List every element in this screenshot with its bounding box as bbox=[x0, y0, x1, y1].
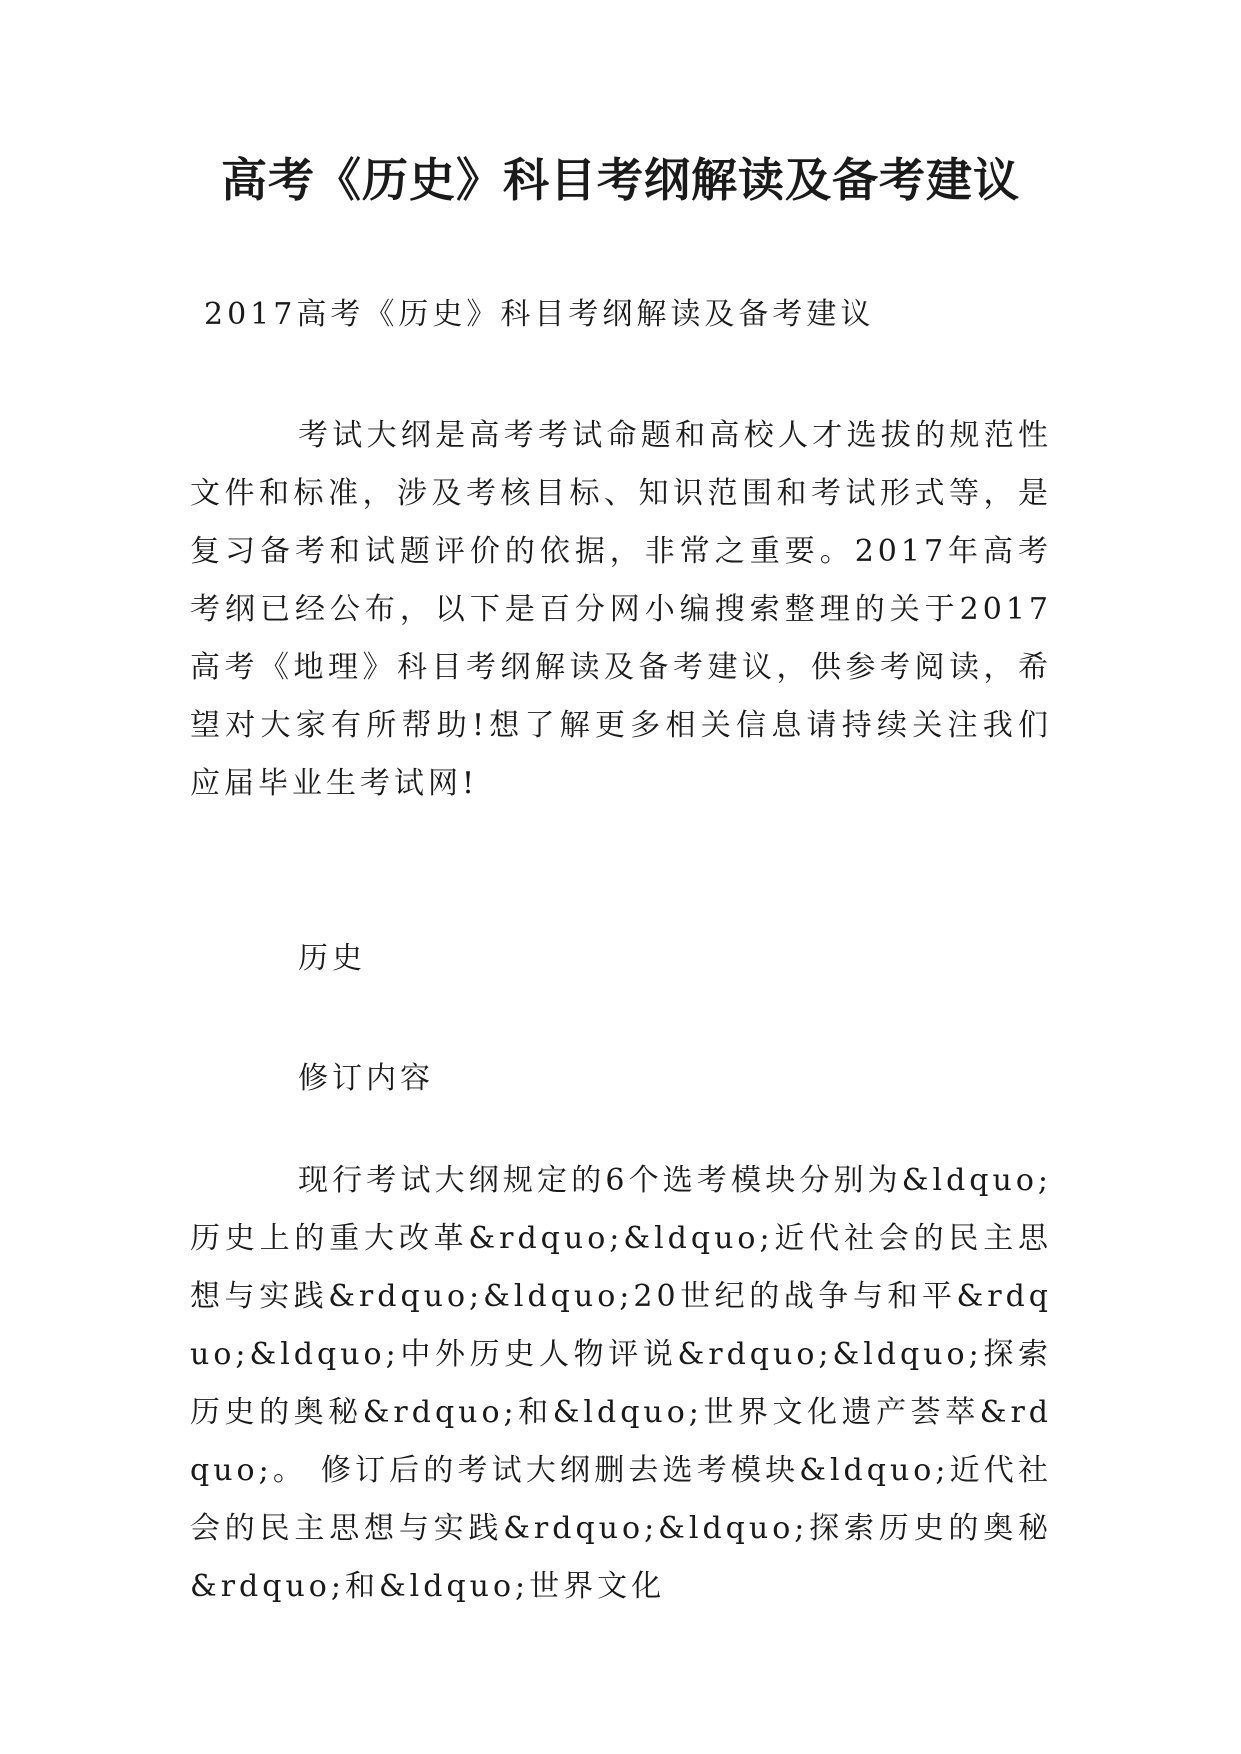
intro-paragraph: 考试大纲是高考考试命题和高校人才选拔的规范性文件和标准，涉及考核目标、知识范围和考试形式等，是复习备考和试题评价的依据，非常之重要。2017年高考考纲已经公布，以下是百分网小编搜索整理的关于2017高考《地理》科目考纲解读及备考建议，供参考阅读，希望对大家有所帮助!想了解更多相关信息请持续关注我们应届毕业生考试网! bbox=[190, 418, 1052, 801]
section-heading-history: 历史 bbox=[298, 941, 366, 976]
page-title: 高考《历史》科目考纲解读及备考建议 bbox=[221, 153, 1020, 207]
section-heading-revision: 修订内容 bbox=[298, 1061, 434, 1096]
revision-paragraph: 现行考试大纲规定的6个选考模块分别为&ldquo;历史上的重大改革&rdquo;&ldquo;近代社会的民主思想与实践&rdquo;&ldquo;20世纪的战争与和平&rdquo;&ldquo;中外历史人物评说&rdquo;&ldquo;探索历史的奥秘&rdquo;和&ldquo;世界文化遗产荟萃&rdquo;。 修订后的考试大纲删去选考模块&ldquo;近代社会的民主思想与实践&rdquo;&ldquo;探索历史的奥秘&rdquo;和&ldquo;世界文化 bbox=[190, 1163, 1052, 1604]
document-subtitle: 2017高考《历史》科目考纲解读及备考建议 bbox=[204, 297, 875, 332]
